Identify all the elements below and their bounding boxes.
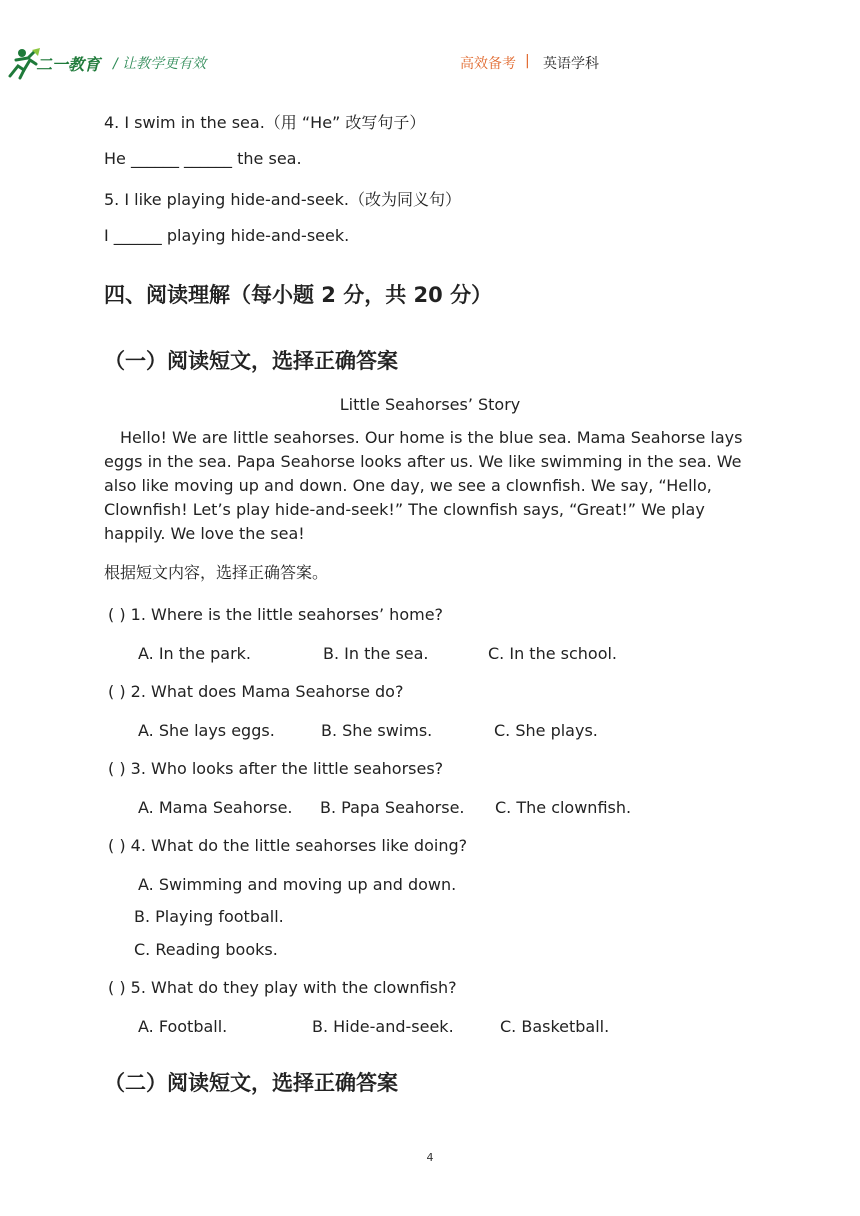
instruction: 根据短文内容，选择正确答案。 [104, 563, 329, 582]
rewrite-answer-5: I ______ playing hide-and-seek. [104, 226, 350, 245]
q1-option-c: C. In the school. [488, 644, 618, 663]
q2-option-a: A. She lays eggs. [138, 721, 275, 740]
passage-text: Hello! We are little seahorses. Our home is the blue sea. Mama Seahorse lays eggs in the sea. Papa Seahorse looks after us. We like swimming in the sea. We also like moving up and down. One day, we see a clownfish. We say, “Hello, Clownfish! Let’s play hide-and-seek!” The clownfish says, “Great!” We play happily. We love the sea! [104, 428, 743, 543]
q4-option-a: A. Swimming and moving up and down. [138, 875, 457, 894]
question-5: ( ) 5. What do they play with the clownfish? [108, 978, 457, 997]
q3-option-a: A. Mama Seahorse. [138, 798, 293, 817]
q1-option-b: B. In the sea. [323, 644, 429, 663]
q5-option-b: B. Hide-and-seek. [312, 1017, 454, 1036]
q5-option-a: A. Football. [138, 1017, 228, 1036]
page-number: 4 [426, 1151, 434, 1164]
q3-option-c: C. The clownfish. [495, 798, 632, 817]
question-2: ( ) 2. What does Mama Seahorse do? [108, 682, 404, 701]
question-4: ( ) 4. What do the little seahorses like doing? [108, 836, 468, 855]
part-2-title: （二）阅读短文，选择正确答案 [104, 1071, 398, 1095]
q2-option-c: C. She plays. [494, 721, 598, 740]
q3-option-b: B. Papa Seahorse. [320, 798, 465, 817]
reading-passage [104, 426, 754, 546]
rewrite-question-4: 4. I swim in the sea.（用 “He” 改写句子） [104, 113, 426, 132]
header-tag-exam: 高效备考 [460, 56, 516, 72]
q2-option-b: B. She swims. [321, 721, 433, 740]
section-4-title: 四、阅读理解（每小题 2 分，共 20 分） [104, 283, 493, 307]
q4-option-c: C. Reading books. [134, 940, 278, 959]
rewrite-question-5: 5. I like playing hide-and-seek.（改为同义句） [104, 190, 461, 209]
page-header [0, 0, 860, 100]
header-tag-subject: 英语学科 [543, 56, 599, 72]
header-separator: | [525, 53, 530, 69]
q1-option-a: A. In the park. [138, 644, 252, 663]
header-slogan: / 让教学更有效 [113, 56, 207, 72]
q5-option-c: C. Basketball. [500, 1017, 610, 1036]
story-title: Little Seahorses’ Story [339, 395, 521, 414]
logo-text: 二一教育 [36, 55, 101, 74]
question-1: ( ) 1. Where is the little seahorses’ home? [108, 605, 444, 624]
part-1-title: （一）阅读短文，选择正确答案 [104, 349, 398, 373]
question-3: ( ) 3. Who looks after the little seahorses? [108, 759, 444, 778]
rewrite-answer-4: He ______ ______ the sea. [104, 149, 302, 168]
q4-option-b: B. Playing football. [134, 907, 284, 926]
